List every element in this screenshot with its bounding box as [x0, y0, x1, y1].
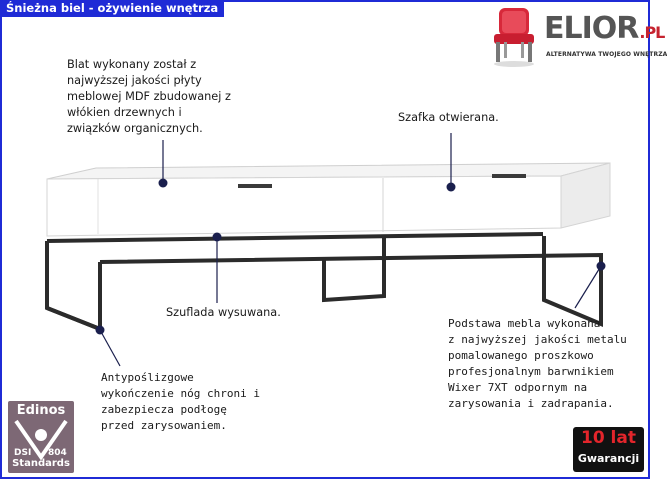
brand-name: ELIOR.PL: [544, 11, 665, 46]
warranty-label: Gwarancji: [577, 452, 640, 465]
annotation-feet: Antypoślizgowe wykończenie nóg chroni i zabezpiecza podłogę przed zarysowaniem.: [101, 371, 260, 432]
marker-top: [159, 179, 168, 188]
annotation-cabinet: Szafka otwierana.: [398, 111, 499, 124]
annotation-drawer: Szuflada wysuwana.: [166, 306, 281, 319]
stand-front: [47, 176, 561, 236]
door-handle: [492, 174, 526, 178]
brand-domain: .PL: [639, 23, 665, 42]
warranty-years: 10 lat: [580, 428, 636, 448]
edinos-cert-left: DSI: [14, 448, 32, 458]
drawer-handle: [238, 184, 272, 188]
warranty-badge: [573, 427, 644, 472]
marker-cabinet: [447, 183, 456, 192]
annotation-top: Blat wykonany został z najwyższej jakości płyty meblowej MDF zbudowanej z włókien drzewnych i związków organicznych.: [67, 58, 231, 135]
edinos-standards: Standards: [12, 458, 70, 469]
tv-stand: [47, 163, 610, 329]
marker-feet: [96, 326, 105, 335]
annotation-base: Podstawa mebla wykonana z najwyższej jakości metalu pomalowanego proszkowo profesjonalnym barwnikiem Wixer 7XT odpornym na zarysowania i zadrapania.: [448, 317, 627, 410]
edinos-name: Edinos: [16, 403, 66, 418]
edinos-badge: [8, 401, 74, 473]
marker-drawer: [213, 233, 222, 242]
page-title: Śnieżna biel - ożywienie wnętrza: [0, 0, 224, 17]
marker-base: [597, 262, 606, 271]
dsi-emblem-icon: [8, 417, 74, 461]
brand-tagline: ALTERNATYWA TWOJEGO WNĘTRZA: [546, 51, 667, 58]
edinos-cert-right: 804: [48, 448, 67, 458]
metal-base: [47, 234, 601, 329]
